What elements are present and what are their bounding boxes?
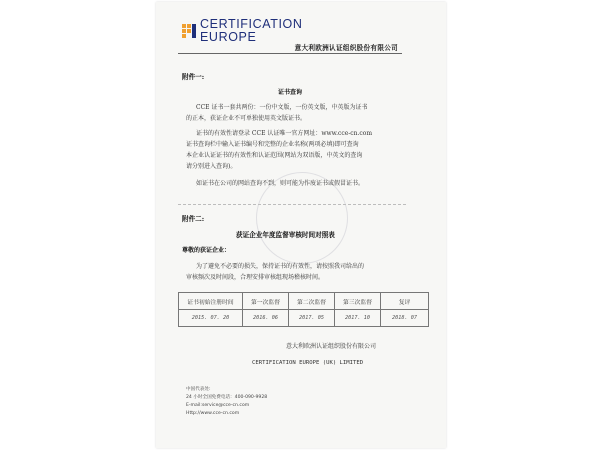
table-cell: 2017. 05: [289, 310, 335, 327]
table-row: [179, 310, 429, 327]
attachment2-greeting: 尊敬的获证企业：: [182, 247, 231, 254]
attachment1-line: CCE 证书一套共两份：一份中文版，一份英文版，中英版为证书: [196, 104, 368, 111]
table-header-cell: 证书初始注册时间: [179, 293, 243, 310]
attachment1-line: 证书查询栏中输入证书编号和完整的企业名称(两项必填)即可查询: [186, 141, 359, 148]
signature-company-en: CERTIFICATION EUROPE (UK) LIMITED: [252, 360, 364, 366]
attachment1-line: 证书的有效性请登录 CCE 认证唯一官方网址：www.cce-cn.com: [196, 130, 373, 137]
table-cell: 2018. 07: [381, 310, 429, 327]
brand-line1: CERTIFICATION: [200, 17, 303, 31]
table-header-cell: 复评: [381, 293, 429, 310]
footer-email: E-mail:service@cce-cn.com: [186, 403, 250, 408]
attachment1-line: 如证书在公司的网站查询不到，则可能为作废证书或假冒证书。: [196, 180, 365, 187]
brand-name: [200, 18, 302, 44]
brand-chinese-name: 意大利欧洲认证组织股份有限公司: [294, 44, 398, 52]
audit-schedule-table: [178, 292, 429, 327]
attachment2-line: 审核频次及时间段，合理安排审核组现场稽核时间。: [186, 274, 325, 281]
attachment1-title: 证书查询: [278, 89, 303, 96]
footer-office-label: 中国代表处:: [186, 387, 211, 392]
table-header-cell: 第三次监督: [335, 293, 381, 310]
certificate-letter: [156, 2, 446, 448]
table-header-row: [179, 293, 429, 310]
table-cell: 2015. 07. 20: [179, 310, 243, 327]
footer-hotline: 24 小时全国免费电话：400-090-9928: [186, 395, 268, 400]
attachment2-title: 获证企业年度监督审核时间对照表: [236, 231, 335, 239]
attachment2-line: 为了避免不必要的损失，保持证书的有效性，请按照我司给出的: [196, 263, 365, 270]
attachment2-label: 附件二:: [182, 215, 205, 223]
table-header-cell: 第一次监督: [243, 293, 289, 310]
attachment1-line: 的正本，获证企业不可单独使用英文版证书。: [186, 115, 307, 122]
header-divider: [178, 53, 402, 54]
table-header-cell: 第二次监督: [289, 293, 335, 310]
section-divider: [178, 204, 406, 205]
attachment1-line: 本企业认证证书的有效性和认证范围(网站为双语版，中英文的查询: [186, 152, 363, 159]
table-cell: 2016. 06: [243, 310, 289, 327]
table-cell: 2017. 10: [335, 310, 381, 327]
attachment1-line: 请分别进入查询)。: [186, 163, 237, 170]
attachment1-label: 附件一:: [182, 73, 205, 81]
footer-website: Http://www.cce-cn.com: [186, 411, 240, 416]
brand-line2: EUROPE: [200, 30, 257, 44]
certification-europe-logo-icon: [182, 24, 196, 42]
signature-company-cn: 意大利欧洲认证组织股份有限公司: [286, 343, 377, 350]
